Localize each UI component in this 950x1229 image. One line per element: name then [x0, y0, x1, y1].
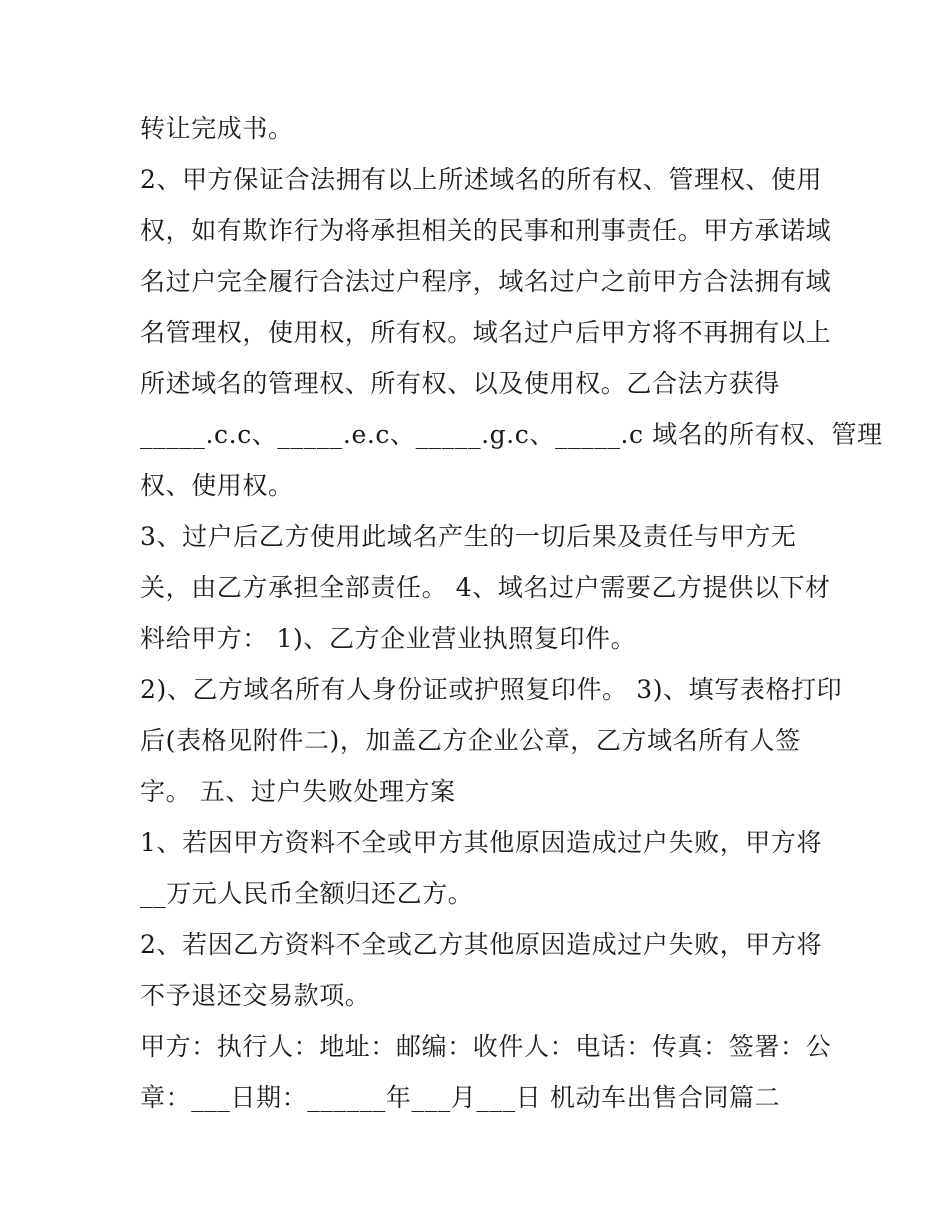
- text-line: 2、甲方保证合法拥有以上所述域名的所有权、管理权、使用: [140, 165, 823, 194]
- text-line: 甲方：执行人：地址：邮编：收件人：电话：传真：签署：公: [140, 1032, 832, 1061]
- text-line: 1、若因甲方资料不全或甲方其他原因造成过户失败，甲方将: [140, 828, 823, 857]
- text-line: 2、若因乙方资料不全或乙方其他原因造成过户失败，甲方将: [140, 930, 823, 959]
- text-line: 名管理权，使用权，所有权。域名过户后甲方将不再拥有以上: [140, 318, 832, 347]
- text-line: 料给甲方： 1)、乙方企业营业执照复印件。: [140, 624, 637, 653]
- document-body: [140, 103, 883, 1123]
- text-line: 章：___日期：______年___月___日 机动车出售合同篇二: [140, 1083, 781, 1112]
- text-line: 3、过户后乙方使用此域名产生的一切后果及责任与甲方无: [140, 522, 797, 551]
- text-line: _____.c.c、_____.e.c、_____.g.c、_____.c 域名的所有权、管理: [140, 420, 883, 449]
- text-line: __万元人民币全额归还乙方。: [140, 879, 474, 908]
- text-line: 权，如有欺诈行为将承担相关的民事和刑事责任。甲方承诺域: [140, 216, 832, 245]
- text-line: 所述域名的管理权、所有权、以及使用权。乙合法方获得: [140, 369, 781, 398]
- text-line: 关，由乙方承担全部责任。 4、域名过户需要乙方提供以下材: [140, 573, 831, 602]
- text-line: 字。 五、过户失败处理方案: [140, 777, 456, 806]
- text-line: 权、使用权。: [140, 471, 294, 500]
- text-line: 名过户完全履行合法过户程序，域名过户之前甲方合法拥有域: [140, 267, 832, 296]
- text-line: 转让完成书。: [140, 114, 294, 143]
- text-line: 不予退还交易款项。: [140, 981, 371, 1010]
- text-line: 后(表格见附件二)，加盖乙方企业公章，乙方域名所有人签: [140, 726, 801, 755]
- text-line: 2)、乙方域名所有人身份证或护照复印件。 3)、填写表格打印: [140, 675, 843, 704]
